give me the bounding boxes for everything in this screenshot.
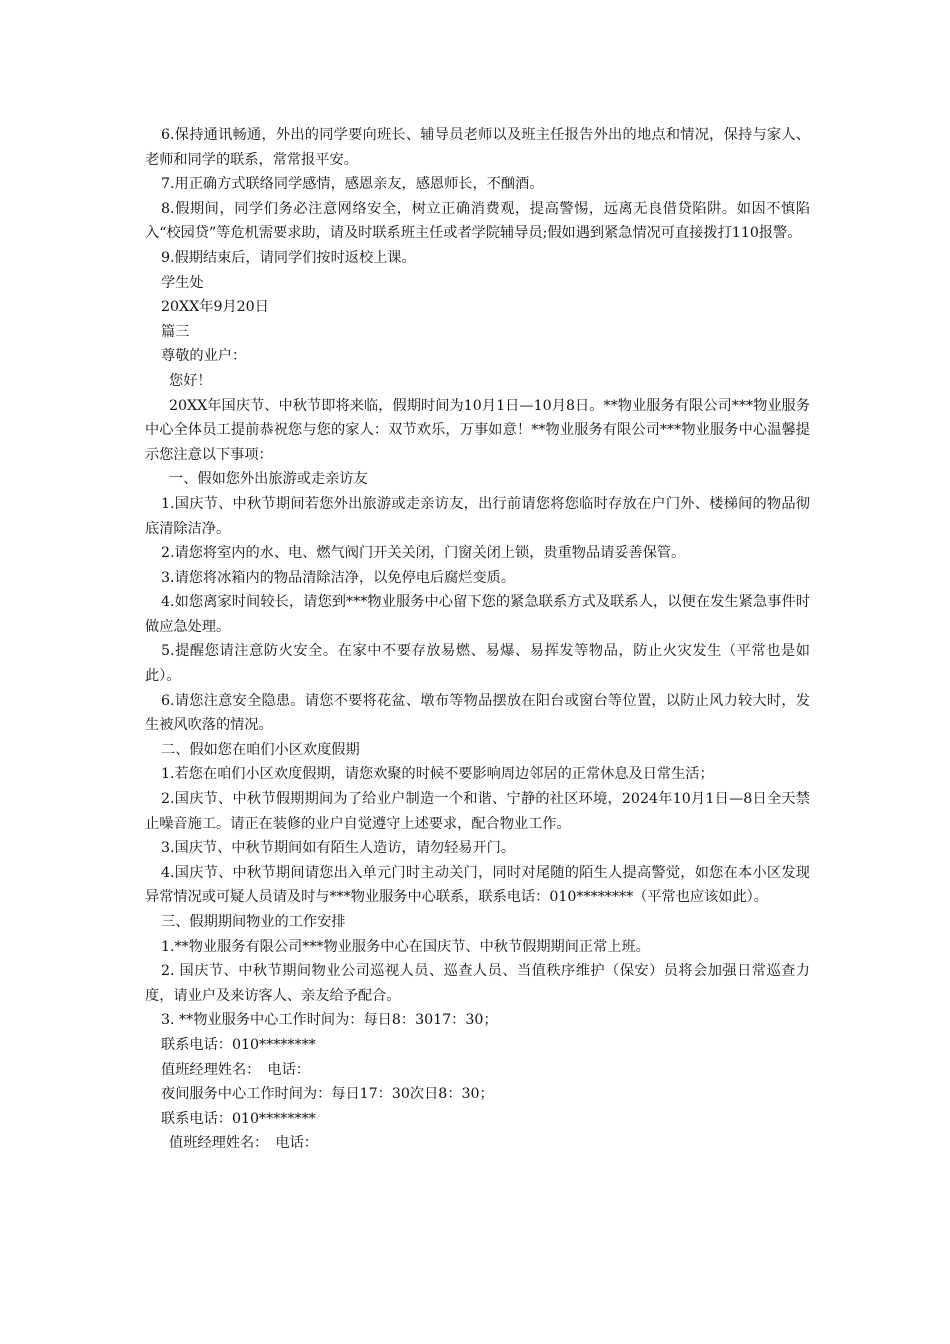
- travel-item-4: 4.如您离家时间较长，请您到***物业服务中心留下您的紧急联系方式及联系人，以便在发生紧急事件时做应急处理。: [145, 594, 810, 635]
- schedule-item-3: 3. **物业服务中心工作时间为：每日8：3017：30；: [161, 1012, 498, 1029]
- section-heading-part-three: 篇三: [161, 323, 190, 340]
- contact-phone-day: 联系电话：010********: [161, 1036, 316, 1053]
- duty-manager-night: 值班经理姓名： 电话：: [169, 1135, 318, 1152]
- heading-schedule: 三、假期期间物业的工作安排: [161, 914, 346, 930]
- paragraph-item-7: 7.用正确方式联络同学感情，感恩亲友，感恩师长，不酗酒。: [161, 176, 544, 193]
- heading-stay: 二、假如您在咱们小区欢度假期: [161, 741, 360, 758]
- stay-item-2: 2.国庆节、中秋节假期期间为了给业户制造一个和谐、宁静的社区环境，2024年10月1日—8日全天禁止噪音施工。请正在装修的业户自觉遵守上述要求，配合物业工作。: [145, 791, 810, 832]
- travel-item-3: 3.请您将冰箱内的物品清除洁净，以免停电后腐烂变质。: [161, 569, 516, 586]
- travel-item-2: 2.请您将室内的水、电、燃气阀门开关关闭，门窗关闭上锁，贵重物品请妥善保管。: [161, 545, 686, 562]
- signature-date: 20XX年9月20日: [161, 299, 269, 316]
- travel-item-5: 5.提醒您请注意防火安全。在家中不要存放易燃、易爆、易挥发等物品，防止火灾发生（平常也是如此）。: [145, 643, 810, 685]
- schedule-item-1: 1.**物业服务有限公司***物业服务中心在国庆节、中秋节假期期间正常上班。: [161, 938, 650, 955]
- travel-item-6: 6.请您注意安全隐患。请您不要将花盆、墩布等物品摆放在阳台或窗台等位置，以防止风力较大时，发生被风吹落的情况。: [145, 692, 810, 734]
- paragraph-item-9: 9.假期结束后，请同学们按时返校上课。: [161, 249, 416, 266]
- stay-item-4: 4.国庆节、中秋节期间请您出入单元门时主动关门，同时对尾随的陌生人提高警觉，如您在本小区发现异常情况或可疑人员请及时与***物业服务中心联系，联系电话：010********（平常也应该如此）。: [145, 864, 810, 906]
- salutation: 尊敬的业户：: [161, 348, 247, 365]
- document-page: [145, 123, 810, 1156]
- paragraph-item-6: 6.保持通讯畅通，外出的同学要向班长、辅导员老师以及班主任报告外出的地点和情况，保持与家人、老师和同学的联系，常常报平安。: [145, 127, 810, 168]
- schedule-item-2: 2. 国庆节、中秋节期间物业公司巡视人员、巡查人员、当值秩序维护（保安）员将会加强日常巡查力度，请业户及来访客人、亲友给予配合。: [145, 963, 810, 1004]
- contact-phone-night: 联系电话：010********: [161, 1110, 316, 1127]
- paragraph-item-8: 8.假期间，同学们务必注意网络安全，树立正确消费观，提高警惕，远离无良借贷陷阱。如因不慎陷入“校园贷”等危机需要求助，请及时联系班主任或者学院辅导员;假如遇到紧急情况可直接拨打110报警。: [145, 200, 810, 242]
- heading-travel: 一、假如您外出旅游或走亲访友: [169, 471, 368, 488]
- travel-item-1: 1.国庆节、中秋节期间若您外出旅游或走亲访友，出行前请您将您临时存放在户门外、楼梯间的物品彻底清除洁净。: [145, 495, 810, 537]
- night-hours: 夜间服务中心工作时间为：每日17：30次日8：30；: [161, 1086, 494, 1103]
- stay-item-1: 1.若您在咱们小区欢度假期，请您欢聚的时候不要影响周边邻居的正常休息及日常生活；: [161, 766, 714, 783]
- duty-manager-day: 值班经理姓名： 电话：: [161, 1061, 310, 1078]
- stay-item-3: 3.国庆节、中秋节期间如有陌生人造访，请勿轻易开门。: [161, 840, 516, 857]
- signature-office: 学生处: [161, 274, 204, 291]
- intro-paragraph: 20XX年国庆节、中秋节即将来临，假期时间为10月1日—10月8日。**物业服务有限公司***物业服务中心全体员工提前恭祝您与您的家人：双节欢乐，万事如意！**物业服务有限公司***物业服务中心温馨提示您注意以下事项：: [145, 397, 810, 463]
- greeting: 您好！: [169, 372, 212, 389]
